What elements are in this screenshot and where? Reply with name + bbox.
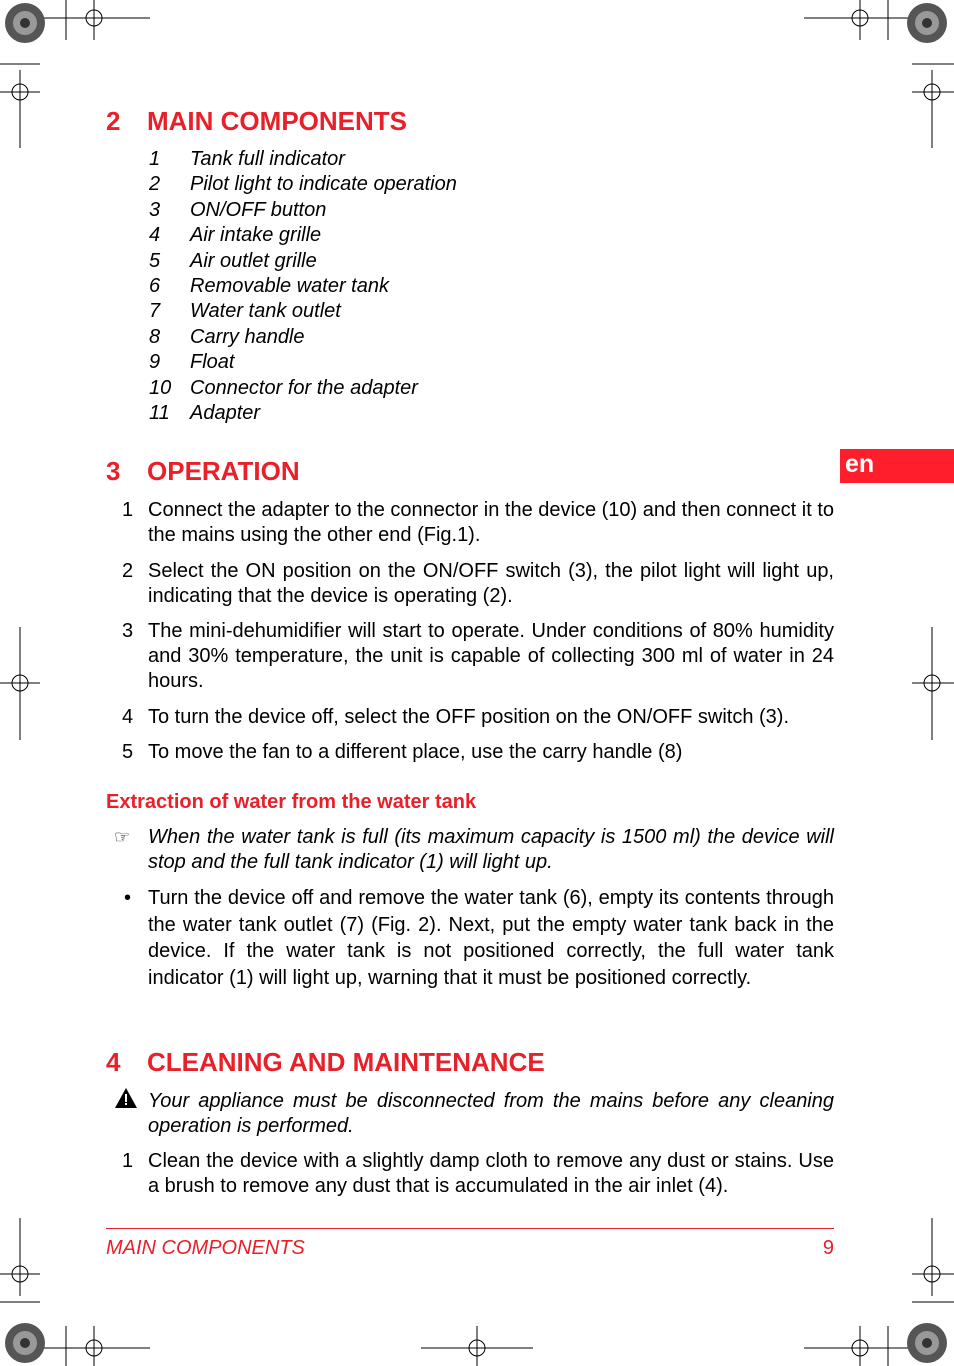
component-number: 1 bbox=[149, 148, 161, 170]
step-text: Clean the device with a slightly damp cloth to remove any dust or stains. Use a brush to remove any dust that is accumulated in the air inlet (4). bbox=[148, 1150, 834, 1197]
pointing-hand-icon: ☞ bbox=[114, 827, 131, 847]
step-text: The mini-dehumidifier will start to operate. Under conditions of 80% humidity and 30% temperature, the unit is capable of collecting 300 ml of water in 24 hours. bbox=[148, 620, 834, 692]
component-number: 8 bbox=[149, 325, 161, 348]
step-number: 5 bbox=[122, 741, 134, 763]
registration-target-icon bbox=[5, 1323, 45, 1363]
component-label: Float bbox=[190, 351, 235, 374]
bullet-icon: • bbox=[124, 887, 132, 909]
component-label: Adapter bbox=[190, 402, 261, 424]
crosshair-icon bbox=[804, 0, 916, 40]
section-heading-cleaning bbox=[106, 1047, 806, 1079]
section-number: 3 bbox=[106, 456, 121, 486]
crosshair-icon bbox=[38, 1326, 150, 1366]
crosshair-icon bbox=[912, 70, 954, 148]
registration-target-icon bbox=[907, 3, 947, 43]
component-label: Pilot light to indicate operation bbox=[190, 173, 457, 196]
component-label: Connector for the adapter bbox=[190, 376, 418, 399]
section-title: CLEANING AND MAINTENANCE bbox=[147, 1047, 545, 1077]
crosshair-icon bbox=[0, 70, 40, 148]
component-label: Air intake grille bbox=[190, 224, 322, 247]
component-number: 6 bbox=[149, 275, 161, 297]
language-tab-label: en bbox=[845, 450, 875, 478]
component-label: Tank full indicator bbox=[190, 148, 345, 170]
component-number: 4 bbox=[149, 224, 161, 247]
section-number: 2 bbox=[106, 106, 121, 136]
language-tab bbox=[840, 449, 954, 483]
crosshair-icon bbox=[804, 1326, 916, 1366]
step-text: To move the fan to a different place, use the carry handle (8) bbox=[148, 741, 683, 763]
step-number: 3 bbox=[122, 620, 134, 642]
note-text: When the water tank is full (its maximum capacity is 1500 ml) the device will stop and the full tank indicator (1) will light up. bbox=[148, 826, 834, 873]
component-label: ON/OFF button bbox=[190, 198, 327, 221]
section-number: 4 bbox=[106, 1047, 121, 1077]
section-title: MAIN COMPONENTS bbox=[147, 106, 407, 136]
section-heading-main-components bbox=[106, 106, 806, 138]
crosshair-icon bbox=[912, 627, 954, 740]
footer-section-title: MAIN COMPONENTS bbox=[106, 1237, 305, 1259]
crosshair-icon bbox=[38, 0, 150, 40]
crosshair-icon bbox=[421, 1326, 533, 1366]
warning-text: Your appliance must be disconnected from the mains before any cleaning operation is performed. bbox=[148, 1090, 834, 1137]
component-label: Water tank outlet bbox=[190, 300, 341, 323]
component-number: 5 bbox=[149, 249, 161, 272]
step-text: Select the ON position on the ON/OFF switch (3), the pilot light will light up, indicating that the device is operating (2). bbox=[148, 560, 834, 607]
crosshair-icon bbox=[0, 627, 40, 740]
step-number: 2 bbox=[122, 560, 134, 582]
registration-target-icon bbox=[907, 1323, 947, 1363]
step-number: 1 bbox=[122, 499, 134, 521]
component-number: 10 bbox=[149, 376, 172, 399]
step-number: 4 bbox=[122, 706, 134, 728]
page-number: 9 bbox=[822, 1237, 834, 1259]
crosshair-icon bbox=[0, 1218, 40, 1296]
subheading-extraction: Extraction of water from the water tank bbox=[106, 791, 477, 813]
component-number: 3 bbox=[149, 198, 161, 221]
step-number: 1 bbox=[122, 1150, 134, 1172]
component-number: 7 bbox=[149, 300, 161, 323]
component-label: Air outlet grille bbox=[190, 249, 317, 272]
component-label: Removable water tank bbox=[190, 275, 389, 297]
component-number: 9 bbox=[149, 351, 161, 374]
component-label: Carry handle bbox=[190, 325, 305, 348]
registration-target-icon bbox=[5, 3, 45, 43]
component-number: 11 bbox=[149, 402, 170, 424]
warning-triangle-icon bbox=[114, 1087, 138, 1116]
step-text: To turn the device off, select the OFF position on the ON/OFF switch (3). bbox=[148, 706, 790, 728]
footer-rule bbox=[106, 1228, 834, 1229]
section-heading-operation bbox=[106, 456, 806, 488]
crosshair-icon bbox=[912, 1218, 954, 1296]
step-text: Connect the adapter to the connector in the device (10) and then connect it to the mains using the other end (Fig.1). bbox=[148, 499, 835, 546]
component-number: 2 bbox=[149, 173, 161, 196]
bullet-text: Turn the device off and remove the water tank (6), empty its contents through the water tank outlet (7) (Fig. 2). Next, put the empty water tank back in the device. If the water tank is not positioned correctly, the full water tank indicator (1) will light up, warning that it must be positioned correctly. bbox=[148, 887, 834, 989]
section-title: OPERATION bbox=[147, 456, 300, 486]
